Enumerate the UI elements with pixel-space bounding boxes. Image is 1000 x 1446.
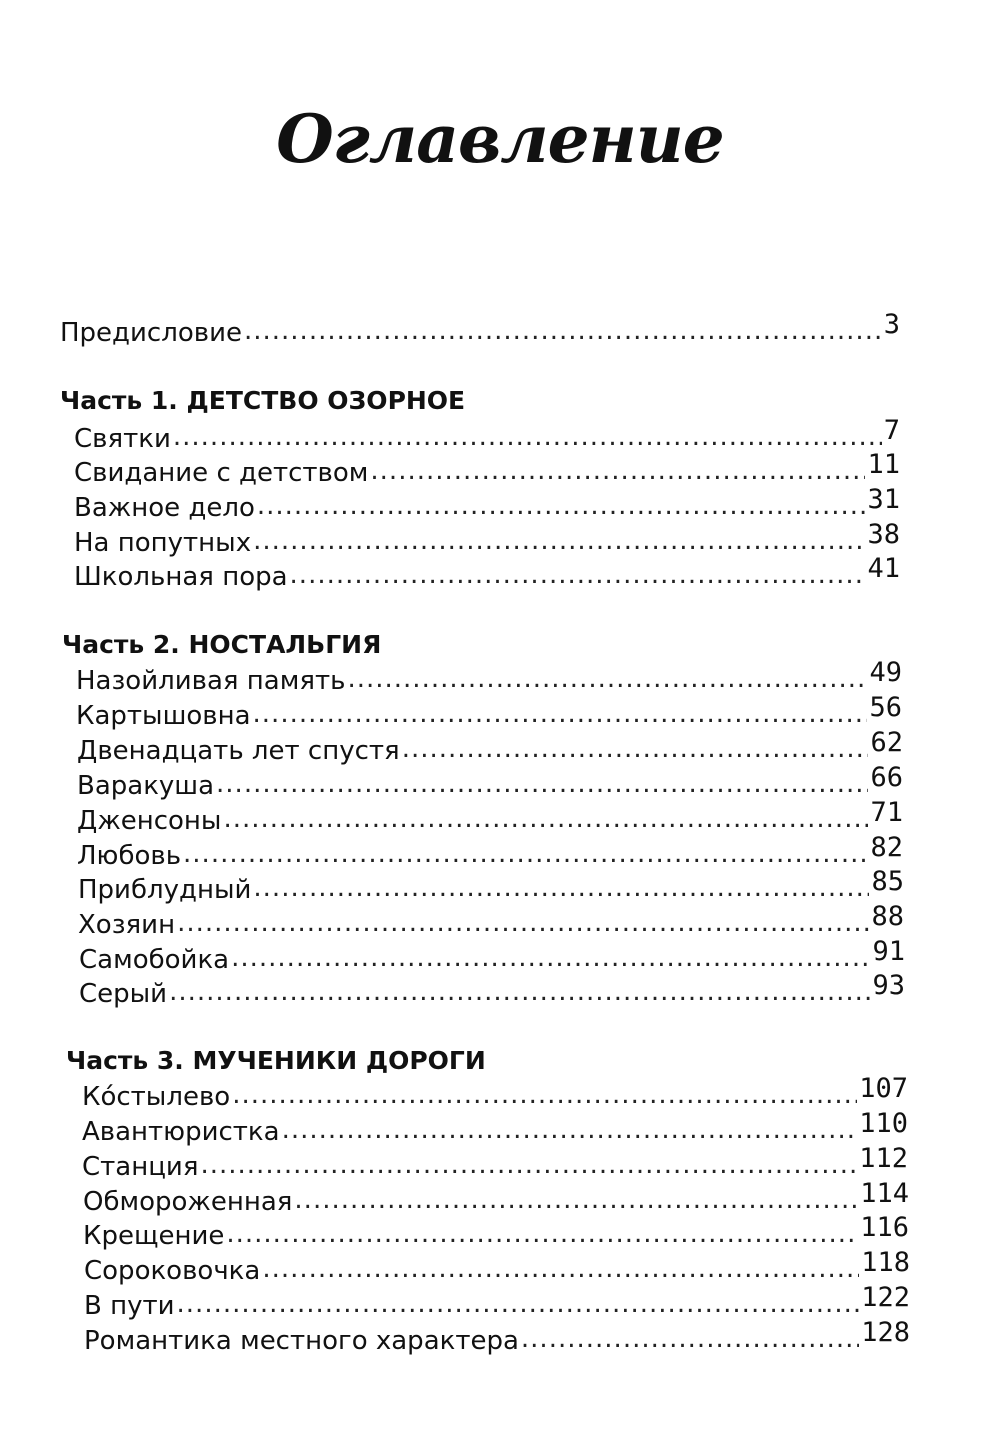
toc-entry-page: 85 xyxy=(871,866,904,897)
toc-entry[interactable] xyxy=(84,1317,910,1358)
toc-entry-label: Крещение xyxy=(83,1221,225,1251)
dot-leader xyxy=(173,420,882,454)
part-heading: Часть 3. МУЧЕНИКИ ДОРОГИ xyxy=(66,1046,486,1075)
toc-entry-page: 11 xyxy=(867,449,900,480)
toc-entry-page: 62 xyxy=(870,727,903,758)
toc-entry[interactable] xyxy=(82,1143,908,1184)
toc-entry[interactable] xyxy=(74,449,900,490)
toc-entry[interactable] xyxy=(82,1073,908,1114)
toc-entry-page: 112 xyxy=(859,1143,908,1174)
dot-leader xyxy=(169,975,870,1009)
dot-leader xyxy=(253,871,869,905)
dot-leader xyxy=(402,732,869,766)
toc-entry-page: 93 xyxy=(872,970,905,1001)
toc-entry[interactable] xyxy=(82,1108,908,1149)
toc-entry-label: Варакуша xyxy=(77,771,215,801)
dot-leader xyxy=(183,837,868,871)
toc-entry-page: 56 xyxy=(869,692,902,723)
dot-leader xyxy=(294,1183,858,1217)
toc-entry-label: Двенадцать лет спустя xyxy=(77,736,400,766)
toc-entry-page: 41 xyxy=(867,553,900,584)
toc-entry-label: Обмороженная xyxy=(83,1187,293,1217)
toc-entry-label: На попутных xyxy=(74,528,252,558)
toc-entry-label: Романтика местного характера xyxy=(84,1326,519,1356)
dot-leader xyxy=(216,767,868,801)
part-heading: Часть 1. ДЕТСТВО ОЗОРНОЕ xyxy=(60,386,466,415)
dot-leader xyxy=(347,662,867,696)
toc-entry[interactable] xyxy=(74,415,900,456)
toc-entry-label: Важное дело xyxy=(74,493,255,523)
toc-entry-label: Ко́стылево xyxy=(82,1082,231,1112)
toc-entry-page: 66 xyxy=(870,762,903,793)
toc-entry-page: 114 xyxy=(860,1178,909,1209)
dot-leader xyxy=(177,906,869,940)
toc-entry-label: Назойливая память xyxy=(76,666,346,696)
toc-entry[interactable] xyxy=(84,1247,910,1288)
toc-entry-page: 122 xyxy=(861,1282,910,1313)
dot-leader xyxy=(253,524,865,558)
toc-entry-label: В пути xyxy=(84,1291,175,1321)
toc-entry-page: 91 xyxy=(872,936,905,967)
toc-entry[interactable] xyxy=(84,1282,910,1323)
page-title: Оглавление xyxy=(276,100,724,178)
toc-entry-page: 49 xyxy=(869,657,902,688)
toc-entry[interactable] xyxy=(74,519,900,560)
toc-entry-page: 88 xyxy=(871,901,904,932)
toc-entry[interactable] xyxy=(78,866,904,907)
toc-entry-label: Картышовна xyxy=(76,701,251,731)
dot-leader xyxy=(223,802,868,836)
dot-leader xyxy=(521,1322,859,1356)
part-heading: Часть 2. НОСТАЛЬГИЯ xyxy=(62,630,382,659)
toc-entry[interactable] xyxy=(78,901,904,942)
toc-entry-page: 38 xyxy=(867,519,900,550)
toc-entry-label: Дженсоны xyxy=(77,806,222,836)
toc-entry-page: 82 xyxy=(870,832,903,863)
dot-leader xyxy=(257,489,866,523)
toc-entry-label: Авантюристка xyxy=(82,1117,280,1147)
toc-entry-page: 118 xyxy=(861,1247,910,1278)
dot-leader xyxy=(177,1287,860,1321)
dot-leader xyxy=(282,1113,858,1147)
toc-entry-page: 128 xyxy=(861,1317,910,1348)
toc-entry[interactable] xyxy=(77,797,903,838)
toc-entry-page: 31 xyxy=(867,484,900,515)
toc-entry[interactable] xyxy=(83,1178,909,1219)
dot-leader xyxy=(200,1148,857,1182)
toc-entry[interactable] xyxy=(83,1212,909,1253)
dot-leader xyxy=(232,1078,857,1112)
toc-entry[interactable] xyxy=(76,692,902,733)
dot-leader xyxy=(231,941,870,975)
toc-entry-page: 7 xyxy=(883,415,900,446)
dot-leader xyxy=(290,558,866,592)
toc-entry-label: Предисловие xyxy=(60,318,242,348)
dot-leader xyxy=(226,1217,858,1251)
toc-entry-page: 3 xyxy=(883,309,900,340)
toc-entry-label: Серый xyxy=(79,979,168,1009)
toc-entry[interactable] xyxy=(77,832,903,873)
dot-leader xyxy=(262,1252,859,1286)
toc-entry-label: Школьная пора xyxy=(74,562,288,592)
toc-entry[interactable] xyxy=(77,727,903,768)
toc-entry-label: Хозяин xyxy=(78,910,176,940)
dot-leader xyxy=(253,697,868,731)
toc-entry-label: Сороковочка xyxy=(84,1256,261,1286)
toc-entry[interactable] xyxy=(77,762,903,803)
toc-entry-page: 107 xyxy=(859,1073,908,1104)
toc-entry-label: Свидание с детством xyxy=(74,458,369,488)
toc-entry-label: Приблудный xyxy=(78,875,252,905)
toc-entry-page: 116 xyxy=(860,1212,909,1243)
toc-entry-label: Святки xyxy=(74,424,171,454)
toc-entry[interactable] xyxy=(74,484,900,525)
toc-entry[interactable] xyxy=(74,553,900,594)
toc-entry-label: Самобойка xyxy=(79,945,230,975)
dot-leader xyxy=(370,454,865,488)
toc-entry[interactable] xyxy=(76,657,902,698)
toc-entry[interactable] xyxy=(79,970,905,1011)
toc-entry-label: Любовь xyxy=(77,841,182,871)
toc-entry-label: Станция xyxy=(82,1152,199,1182)
toc-entry-preface[interactable] xyxy=(60,309,900,350)
toc-entry-page: 71 xyxy=(870,797,903,828)
dot-leader xyxy=(244,314,882,348)
toc-entry[interactable] xyxy=(79,936,905,977)
toc-entry-page: 110 xyxy=(859,1108,908,1139)
